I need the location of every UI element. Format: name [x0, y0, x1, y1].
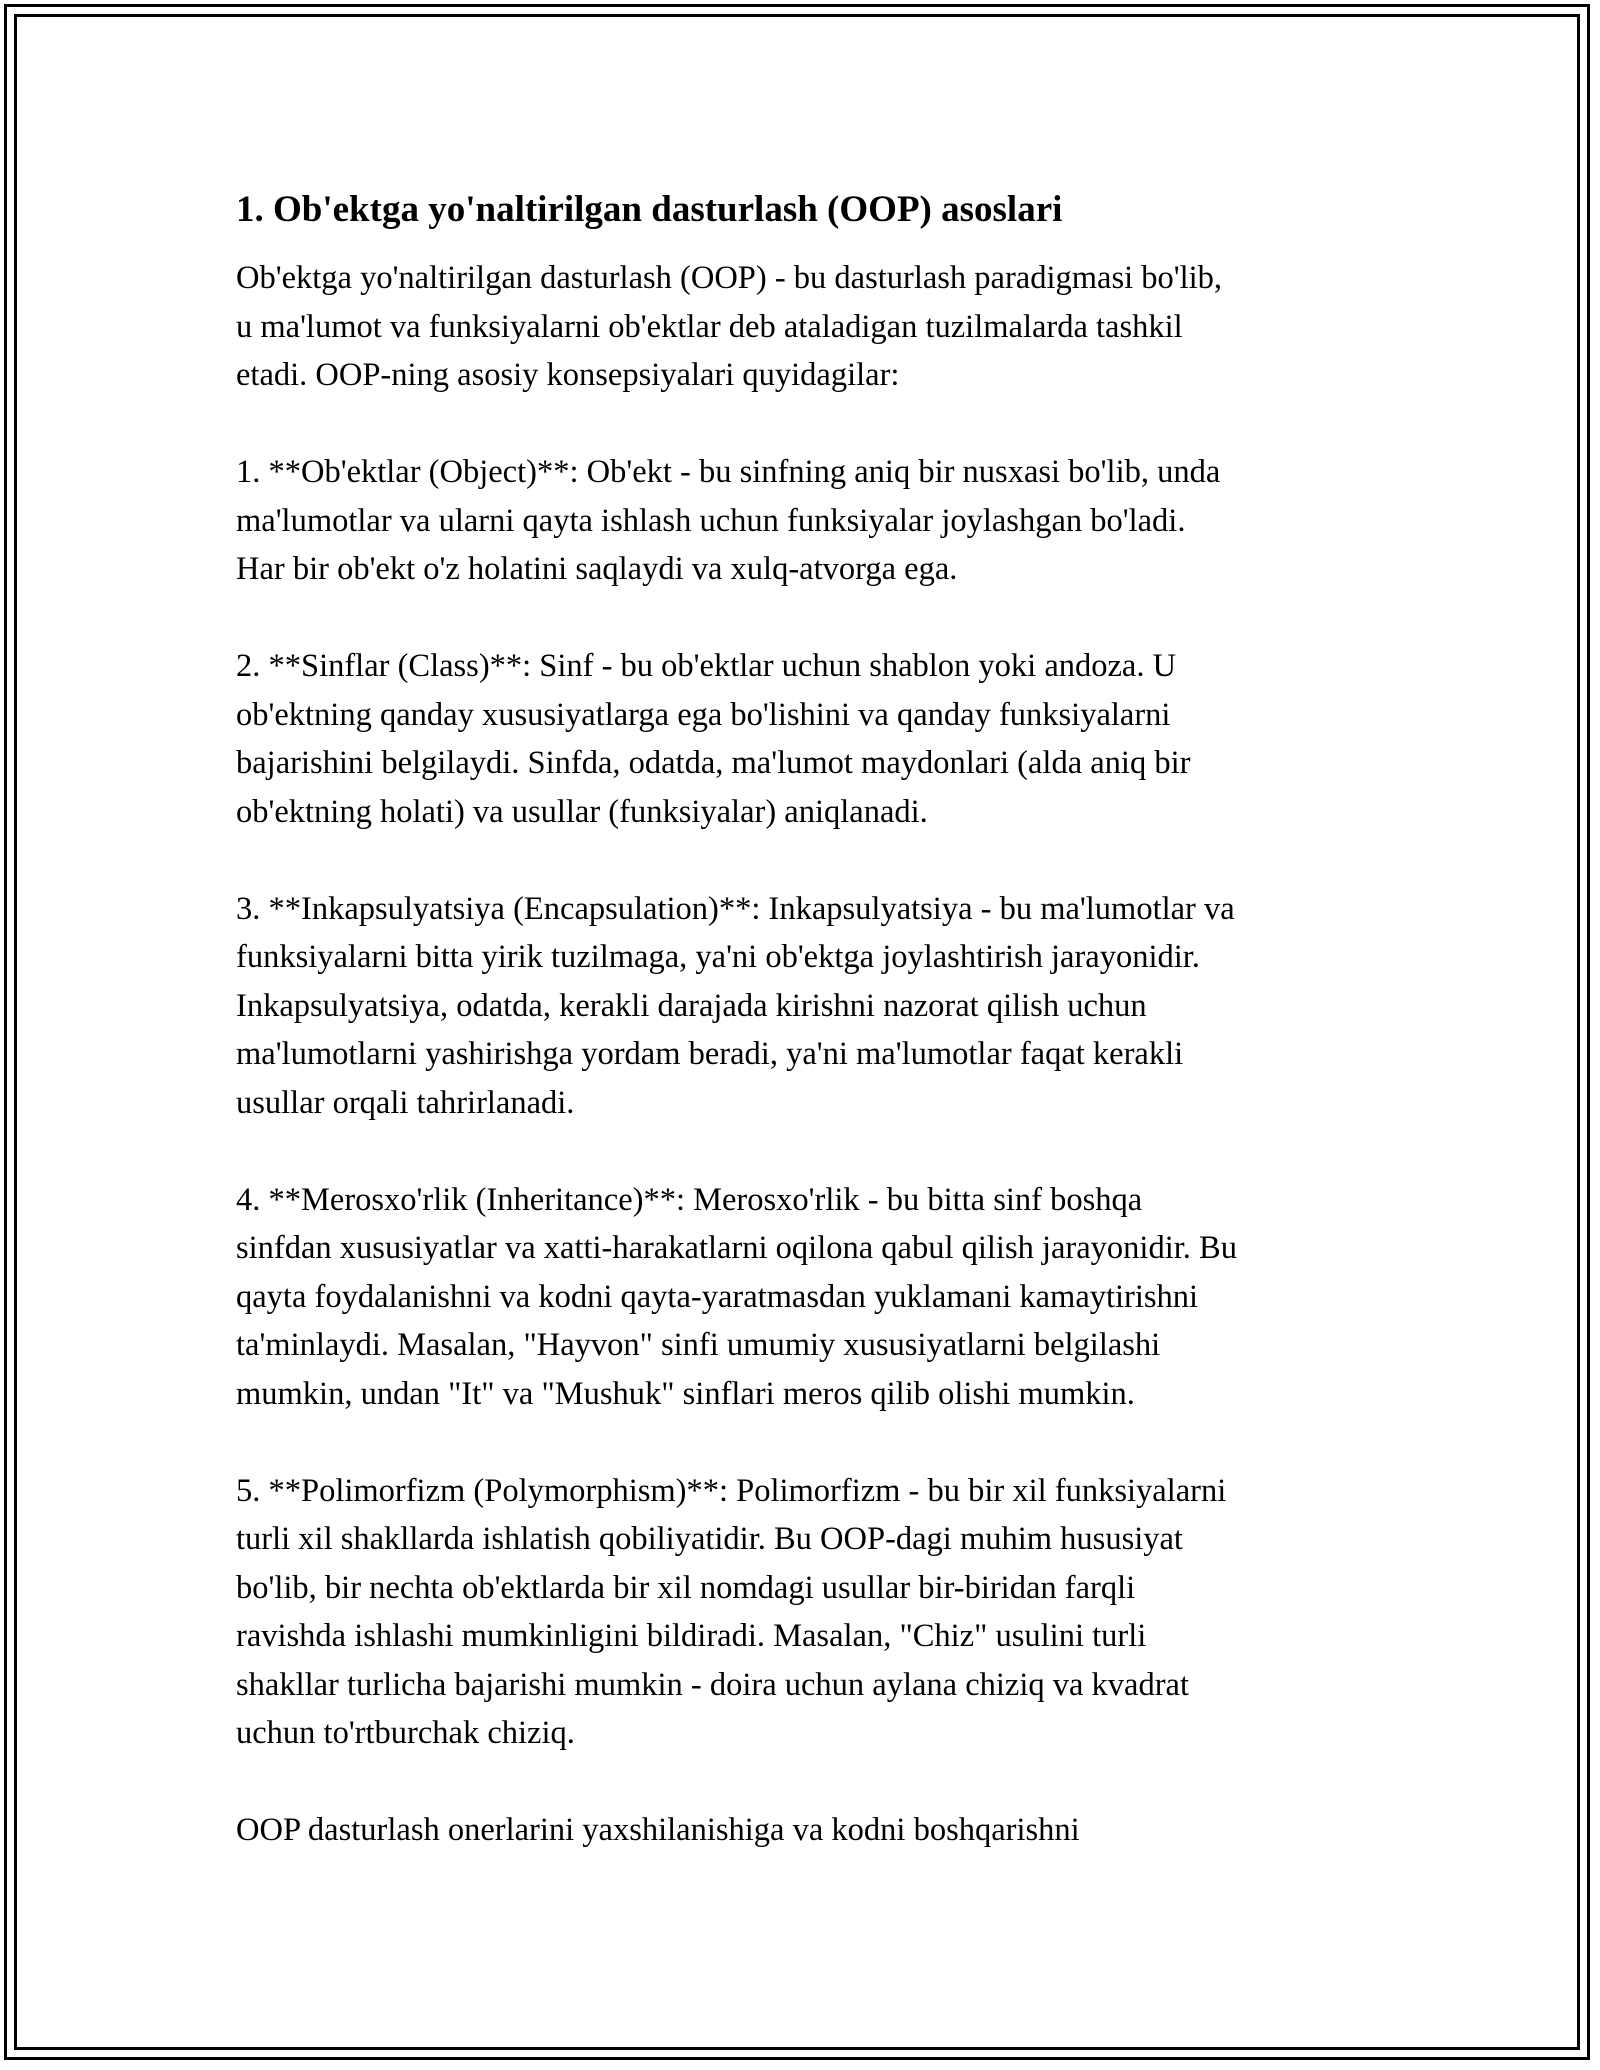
section-heading: 1. Ob'ektga yo'naltirilgan dasturlash (OOP) asoslari — [236, 189, 1063, 230]
text-line: mumkin, undan "It" va "Mushuk" sinflari meros qilib olishi mumkin. — [236, 1375, 1135, 1412]
text-line: shakllar turlicha bajarishi mumkin - doira uchun aylana chiziq va kvadrat — [236, 1666, 1190, 1703]
text-line: Har bir ob'ekt o'z holatini saqlaydi va xulq-atvorga ega. — [236, 551, 958, 587]
text-line: bo'lib, bir nechta ob'ektlarda bir xil nomdagi usullar bir-biridan farqli — [236, 1569, 1136, 1606]
text-line: 3. **Inkapsulyatsiya (Encapsulation)**: Inkapsulyatsiya - bu ma'lumotlar va — [236, 890, 1235, 927]
intro-paragraph — [236, 254, 1376, 400]
closing-paragraph — [236, 1806, 1376, 1855]
text-line: sinfdan xususiyatlar va xatti-harakatlarni oqilona qabul qilish jarayonidir. Bu — [236, 1230, 1237, 1266]
encapsulation-paragraph — [236, 885, 1376, 1128]
text-line: ob'ektning holati) va usullar (funksiyalar) aniqlanadi. — [236, 793, 928, 830]
text-line: ob'ektning qanday xususiyatlarga ega bo'lishini va qanday funksiyalarni — [236, 696, 1171, 733]
inheritance-paragraph — [236, 1176, 1376, 1419]
text-line: 2. **Sinflar (Class)**: Sinf - bu ob'ektlar uchun shablon yoki andoza. U — [236, 648, 1177, 684]
text-line: ma'lumotlarni yashirishga yordam beradi, ya'ni ma'lumotlar faqat kerakli — [236, 1036, 1184, 1072]
text-line: bajarishini belgilaydi. Sinfda, odatda, ma'lumot maydonlari (alda aniq bir — [236, 745, 1191, 781]
text-line: u ma'lumot va funksiyalarni ob'ektlar deb ataladigan tuzilmalarda tashkil — [236, 308, 1183, 345]
text-line: qayta foydalanishni va kodni qayta-yaratmasdan yuklamani kamaytirishni — [236, 1278, 1199, 1315]
text-line: Ob'ektga yo'naltirilgan dasturlash (OOP) - bu dasturlash paradigmasi bo'lib, — [236, 260, 1223, 296]
text-line: ma'lumotlar va ularni qayta ishlash uchun funksiyalar joylashgan bo'ladi. — [236, 502, 1186, 539]
text-line: OOP dasturlash onerlarini yaxshilanishiga va kodni boshqarishni — [236, 1812, 1080, 1848]
classes-paragraph — [236, 642, 1376, 836]
text-line: ta'minlaydi. Masalan, "Hayvon" sinfi umumiy xususiyatlarni belgilashi — [236, 1327, 1161, 1363]
text-line: 1. **Ob'ektlar (Object)**: Ob'ekt - bu sinfning aniq bir nusxasi bo'lib, unda — [236, 454, 1221, 490]
objects-paragraph — [236, 448, 1376, 594]
text-line: 4. **Merosxo'rlik (Inheritance)**: Merosxo'rlik - bu bitta sinf boshqa — [236, 1181, 1143, 1218]
text-line: turli xil shakllarda ishlatish qobiliyatidir. Bu OOP-dagi muhim hususiyat — [236, 1521, 1183, 1557]
text-line: etadi. OOP-ning asosiy konsepsiyalari quyidagilar: — [236, 357, 900, 393]
document-body — [236, 186, 1376, 1903]
text-line: usullar orqali tahrirlanadi. — [236, 1084, 575, 1121]
text-line: Inkapsulyatsiya, odatda, kerakli darajada kirishni nazorat qilish uchun — [236, 987, 1147, 1024]
polymorphism-paragraph — [236, 1467, 1376, 1758]
text-line: funksiyalarni bitta yirik tuzilmaga, ya'ni ob'ektga joylashtirish jarayonidir. — [236, 939, 1200, 975]
text-line: ravishda ishlashi mumkinligini bildiradi. Masalan, "Chiz" usulini turli — [236, 1618, 1147, 1654]
text-line: 5. **Polimorfizm (Polymorphism)**: Polimorfizm - bu bir xil funksiyalarni — [236, 1472, 1227, 1509]
text-line: uchun to'rtburchak chiziq. — [236, 1715, 575, 1751]
